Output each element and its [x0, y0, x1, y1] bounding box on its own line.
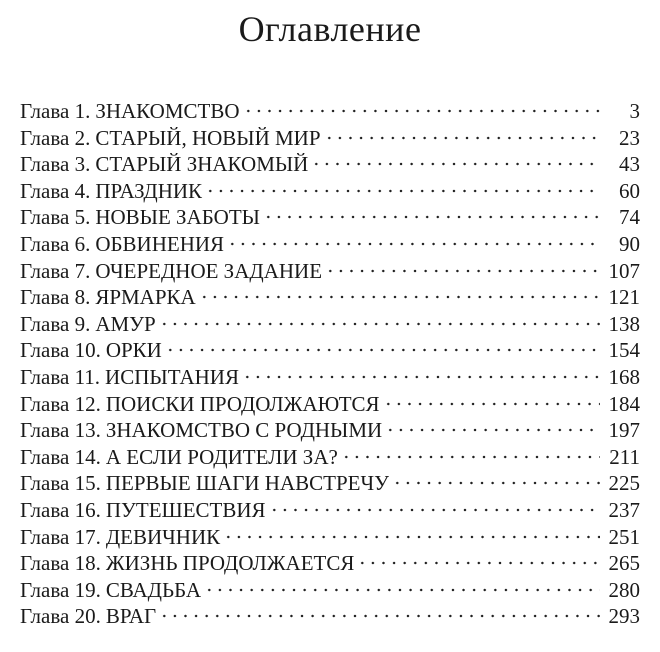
- toc-entry: [20, 203, 640, 230]
- toc-list: [20, 97, 640, 629]
- chapter-title: ЗНАКОМСТВО С РОДНЫМИ: [105, 418, 383, 443]
- chapter-number: Глава 4.: [20, 178, 91, 203]
- chapter-title: ДЕВИЧНИК: [105, 524, 221, 549]
- dot-leader: [159, 602, 600, 623]
- chapter-number: Глава 2.: [20, 125, 91, 150]
- dot-leader: [165, 336, 600, 357]
- toc-entry: [20, 124, 640, 151]
- toc-title: Оглавление: [238, 9, 422, 49]
- page-number: 60: [619, 178, 640, 203]
- chapter-number: Глава 9.: [20, 311, 91, 336]
- chapter-title: А ЕСЛИ РОДИТЕЛИ ЗА?: [105, 444, 338, 469]
- chapter-title: СТАРЫЙ, НОВЫЙ МИР: [95, 125, 321, 150]
- toc-entry: [20, 257, 640, 284]
- page-number: 74: [619, 205, 640, 230]
- chapter-number: Глава 1.: [20, 99, 91, 123]
- dot-leader: [159, 310, 600, 331]
- dot-leader: [324, 124, 600, 145]
- chapter-number: Глава 15.: [20, 471, 101, 496]
- dot-leader: [199, 283, 600, 304]
- page-number: 107: [608, 258, 640, 283]
- chapter-title: ОРКИ: [105, 338, 162, 363]
- chapter-title: ПЕРВЫЕ ШАГИ НАВСТРЕЧУ: [105, 471, 389, 496]
- chapter-number: Глава 5.: [20, 205, 91, 230]
- chapter-number: Глава 6.: [20, 231, 91, 256]
- chapter-title: НОВЫЕ ЗАБОТЫ: [95, 205, 260, 230]
- page-number: 168: [608, 364, 640, 389]
- page-number: 43: [619, 152, 640, 177]
- toc-entry: [20, 150, 640, 177]
- chapter-title: СТАРЫЙ ЗНАКОМЫЙ: [95, 152, 309, 177]
- chapter-number: Глава 19.: [20, 577, 101, 602]
- toc-entry: [20, 97, 640, 124]
- chapter-number: Глава 17.: [20, 524, 101, 549]
- chapter-number: Глава 11.: [20, 364, 101, 389]
- toc-entry: [20, 310, 640, 337]
- chapter-title: ПРАЗДНИК: [95, 178, 203, 203]
- chapter-title: ИСПЫТАНИЯ: [105, 364, 239, 389]
- chapter-title: СВАДЬБА: [105, 577, 202, 602]
- dot-leader: [341, 443, 600, 464]
- page-number: 280: [608, 577, 640, 602]
- chapter-title: АМУР: [95, 311, 156, 336]
- page-number: 121: [608, 285, 640, 310]
- page-number: 90: [619, 231, 640, 256]
- page-number: 265: [608, 551, 640, 576]
- toc-entry: [20, 549, 640, 576]
- dot-leader: [243, 97, 600, 118]
- toc-entry: [20, 469, 640, 496]
- dot-leader: [269, 496, 600, 517]
- page-number: 237: [608, 497, 640, 522]
- toc-entry: [20, 523, 640, 550]
- toc-entry: [20, 283, 640, 310]
- chapter-number: Глава 14.: [20, 444, 101, 469]
- chapter-title: ЗНАКОМСТВО: [95, 99, 240, 123]
- dot-leader: [227, 230, 600, 251]
- dot-leader: [242, 363, 600, 384]
- page-number: 225: [608, 471, 640, 496]
- page-number: 197: [608, 418, 640, 443]
- dot-leader: [392, 469, 600, 490]
- dot-leader: [223, 523, 600, 544]
- dot-leader: [385, 416, 600, 437]
- dot-leader: [205, 177, 600, 198]
- dot-leader: [325, 257, 600, 278]
- chapter-number: Глава 13.: [20, 418, 101, 443]
- toc-entry: [20, 576, 640, 603]
- chapter-title: ОБВИНЕНИЯ: [95, 231, 225, 256]
- toc-entry: [20, 363, 640, 390]
- chapter-title: ПУТЕШЕСТВИЯ: [105, 497, 266, 522]
- chapter-number: Глава 20.: [20, 604, 101, 629]
- dot-leader: [311, 150, 600, 171]
- chapter-title: ЯРМАРКА: [95, 285, 196, 310]
- toc-entry: [20, 416, 640, 443]
- chapter-number: Глава 10.: [20, 338, 101, 363]
- chapter-number: Глава 8.: [20, 285, 91, 310]
- chapter-number: Глава 3.: [20, 152, 91, 177]
- page-number: 211: [609, 444, 640, 469]
- chapter-number: Глава 7.: [20, 258, 91, 283]
- toc-entry: [20, 390, 640, 417]
- dot-leader: [357, 549, 600, 570]
- page-number: 138: [608, 311, 640, 336]
- toc-entry: [20, 230, 640, 257]
- chapter-title: ПОИСКИ ПРОДОЛЖАЮТСЯ: [105, 391, 380, 416]
- chapter-title: ЖИЗНЬ ПРОДОЛЖАЕТСЯ: [105, 551, 355, 576]
- toc-entry: [20, 336, 640, 363]
- chapter-number: Глава 12.: [20, 391, 101, 416]
- page-number: 293: [608, 604, 640, 629]
- toc-entry: [20, 443, 640, 470]
- chapter-number: Глава 16.: [20, 497, 101, 522]
- dot-leader: [383, 390, 600, 411]
- page-number: 184: [608, 391, 640, 416]
- chapter-title: ОЧЕРЕДНОЕ ЗАДАНИЕ: [95, 258, 323, 283]
- chapter-number: Глава 18.: [20, 551, 101, 576]
- chapter-title: ВРАГ: [105, 604, 157, 629]
- toc-entry: [20, 602, 640, 629]
- page-number: 23: [619, 125, 640, 150]
- page-number: 251: [608, 524, 640, 549]
- page-number: 3: [629, 99, 640, 123]
- toc-entry: [20, 496, 640, 523]
- page-number: 154: [608, 338, 640, 363]
- dot-leader: [204, 576, 600, 597]
- dot-leader: [263, 203, 600, 224]
- toc-entry: [20, 177, 640, 204]
